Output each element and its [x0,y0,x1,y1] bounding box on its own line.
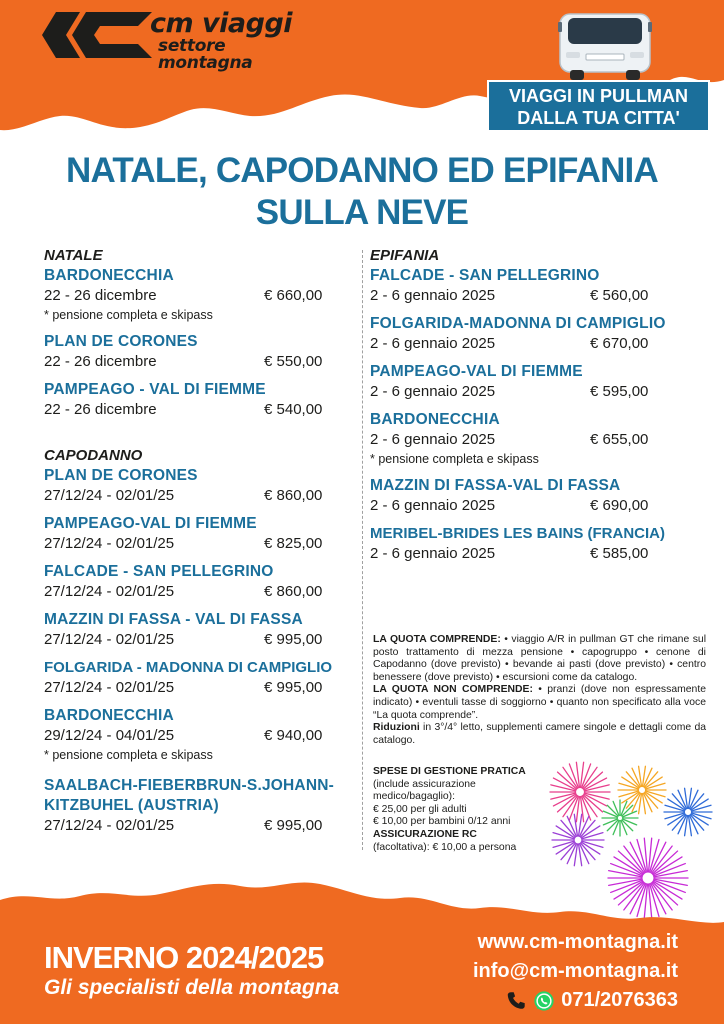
offer-note: * pensione completa e skipass [44,308,213,322]
brand-sub: settore montagna [158,36,253,73]
offer-destination: MERIBEL-BRIDES LES BAINS (FRANCIA) [370,525,665,542]
offer-row [370,430,690,450]
offer-row [44,286,356,306]
pullman-badge-line1: VIAGGI IN PULLMAN [509,86,688,106]
offer-price: € 660,00 [264,287,323,304]
offer-item [44,380,356,420]
offer-date: 2 - 6 gennaio 2025 [370,431,496,448]
quota-non-comprende [373,684,706,722]
offer-item [44,514,356,554]
fees-block [373,766,543,854]
offer-price: € 940,00 [264,727,323,744]
offer-item [370,524,690,564]
offer-price: € 860,00 [264,487,323,504]
section-gap [44,428,356,446]
fees-line: (include assicurazione [373,778,476,790]
offer-date: 27/12/24 - 02/01/25 [44,679,175,696]
offer-row [370,496,690,516]
phone-number[interactable]: 071/2076363 [561,989,678,1011]
offer-price: € 995,00 [264,817,323,834]
offer-price: € 995,00 [264,631,323,648]
insurance-text: (facoltativa): € 10,00 a persona [373,841,517,853]
offer-item [44,466,356,506]
quota-comprende [373,634,706,684]
offer-destination: PAMPEAGO - VAL DI FIEMME [44,381,266,398]
offer-row [44,400,356,420]
fees-line: medico/bagaglio): [373,791,456,803]
fees-label: SPESE DI GESTIONE PRATICA [373,766,526,777]
bus-image [556,8,654,82]
offer-destination: FOLGARIDA-MADONNA DI CAMPIGLIO [370,315,666,332]
season-label: INVERNO 2024/2025 [44,940,324,975]
offer-row [370,334,690,354]
email-link[interactable]: info@cm-montagna.it [472,960,678,982]
offer-row [370,544,690,564]
offer-row [44,582,356,602]
logo-mark-icon [42,12,152,58]
offer-destination: BARDONECCHIA [370,411,500,428]
offer-date: 22 - 26 dicembre [44,353,157,370]
offer-price: € 595,00 [590,383,649,400]
offer-destination: PAMPEAGO-VAL DI FIEMME [370,363,583,380]
offer-item [370,476,690,516]
section-heading-capodanno: CAPODANNO [44,447,143,464]
offer-item [44,562,356,602]
offer-destination: BARDONECCHIA [44,267,174,284]
quota-comprende-text: • viaggio A/R in pullman GT che rimane sul posto trattamento di mezza pensione • capogruppo • cenone di Capodanno (dove previsto) • bevande ai pasti (dove previsto) • centro benessere (dove previsto) • escursioni come da catalogo. [373,634,707,683]
offer-item [44,776,356,836]
column-divider [362,250,363,850]
offer-destination: PLAN DE CORONES [44,333,198,350]
offer-row [44,534,356,554]
offer-row [44,486,356,506]
offer-date: 22 - 26 dicembre [44,287,157,304]
pullman-badge [487,80,710,132]
left-column [44,246,356,844]
section-heading-epifania: EPIFANIA [370,247,440,264]
offer-price: € 560,00 [590,287,649,304]
offer-item [370,266,690,306]
offer-item [44,658,356,698]
section-heading-natale: NATALE [44,247,103,264]
offer-date: 29/12/24 - 04/01/25 [44,727,175,744]
offer-date: 2 - 6 gennaio 2025 [370,383,496,400]
offer-date: 27/12/24 - 02/01/25 [44,631,175,648]
offer-item [44,706,356,764]
page-title-line2: SULLA NEVE [255,193,469,232]
offer-destination: BARDONECCHIA [44,707,174,724]
offer-item [44,332,356,372]
offer-price: € 690,00 [590,497,649,514]
phone-icon [505,990,527,1012]
offer-price: € 550,00 [264,353,323,370]
quota-non-comprende-text: • pranzi (dove non espressamente indicato) • eventuli tasse di soggiorno • quanto non specificato alla voce “La quota comprende”. [373,684,706,721]
offer-price: € 860,00 [264,583,323,600]
offer-row [44,678,356,698]
offer-item [370,410,690,468]
page-title [0,150,724,234]
offer-date: 2 - 6 gennaio 2025 [370,335,496,352]
logo-text [150,10,312,72]
brand-name: cm viaggi [150,8,293,39]
offer-row [44,630,356,650]
offer-destination: FALCADE - SAN PELLEGRINO [44,563,274,580]
whatsapp-icon [533,990,555,1012]
offer-destination-line2: KITZBUHEL (AUSTRIA) [44,797,219,814]
right-column [370,246,690,572]
contacts-block [473,928,678,1015]
quota-comprende-label: LA QUOTA COMPRENDE: [373,634,501,645]
offer-destination: PLAN DE CORONES [44,467,198,484]
offer-destination: MAZZIN DI FASSA-VAL DI FASSA [370,477,621,494]
offer-note: * pensione completa e skipass [44,748,213,762]
offer-date: 27/12/24 - 02/01/25 [44,817,175,834]
offer-item [370,362,690,402]
offer-price: € 655,00 [590,431,649,448]
quota-non-comprende-label: LA QUOTA NON COMPRENDE: [373,684,533,696]
offer-item [370,314,690,354]
page-title-line1: NATALE, CAPODANNO ED EPIFANIA [66,151,658,190]
fees-line: € 10,00 per bambini 0/12 anni [373,816,511,828]
offer-row [370,382,690,402]
offer-destination: PAMPEAGO-VAL DI FIEMME [44,515,257,532]
riduzioni [373,722,706,747]
offer-date: 22 - 26 dicembre [44,401,157,418]
tagline: Gli specialisti della montagna [44,976,340,999]
offer-row [44,816,356,836]
offer-item [44,610,356,650]
offer-date: 2 - 6 gennaio 2025 [370,287,496,304]
offer-note: * pensione completa e skipass [370,452,539,466]
offer-destination: SAALBACH-FIEBERBRUN-S.JOHANN- [44,777,334,794]
offer-date: 27/12/24 - 02/01/25 [44,583,175,600]
offer-price: € 825,00 [264,535,323,552]
offer-date: 2 - 6 gennaio 2025 [370,497,496,514]
offer-destination: FALCADE - SAN PELLEGRINO [370,267,600,284]
riduzioni-label: Riduzioni [373,722,420,734]
conditions-block [373,634,706,747]
offer-date: 27/12/24 - 02/01/25 [44,487,175,504]
offer-row [370,286,690,306]
brand-logo [42,8,312,73]
offer-row [44,352,356,372]
offer-price: € 540,00 [264,401,323,418]
offer-date: 27/12/24 - 02/01/25 [44,535,175,552]
fees-line: € 25,00 per gli adulti [373,803,467,815]
offer-item [44,266,356,324]
insurance-label: ASSICURAZIONE RC [373,828,477,840]
offer-price: € 995,00 [264,679,323,696]
website-link[interactable]: www.cm-montagna.it [477,931,678,953]
pullman-badge-line2: DALLA TUA CITTA' [517,108,680,128]
offer-row [44,726,356,746]
offer-destination: MAZZIN DI FASSA - VAL DI FASSA [44,611,303,628]
riduzioni-text: in 3°/4° letto, supplementi camere singole e dettagli come da catalogo. [373,722,706,746]
phone-row [473,986,678,1015]
offer-date: 2 - 6 gennaio 2025 [370,545,496,562]
offer-destination: FOLGARIDA - MADONNA DI CAMPIGLIO [44,659,333,676]
offer-price: € 585,00 [590,545,649,562]
offer-price: € 670,00 [590,335,649,352]
